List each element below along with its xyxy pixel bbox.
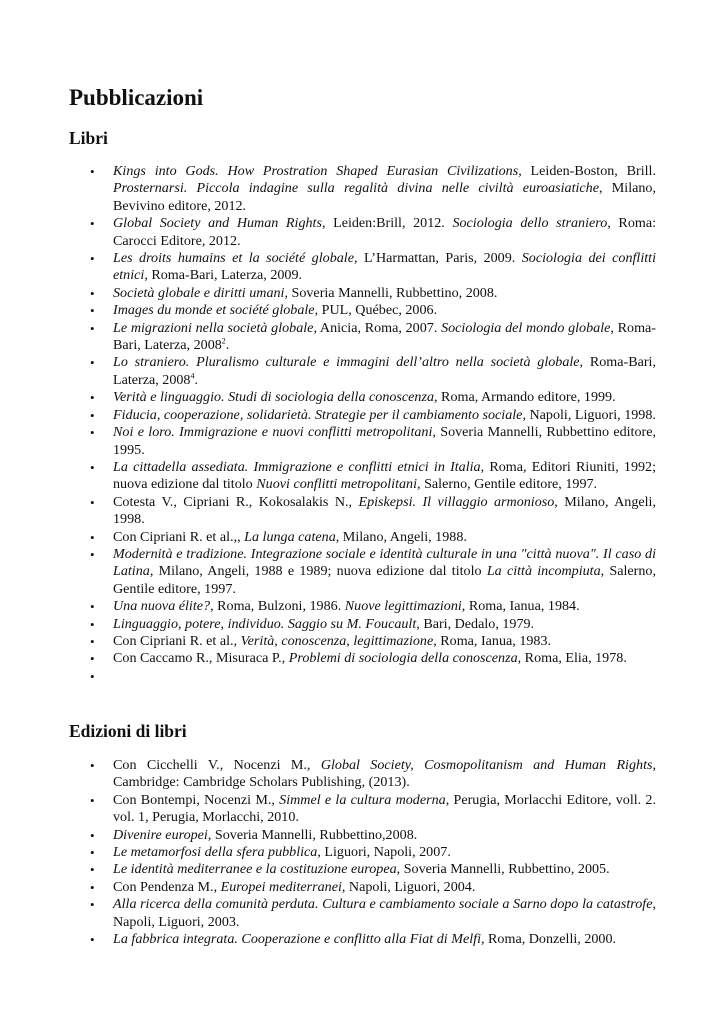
text-run: , Soveria Mannelli, Rubbettino,2008. <box>207 826 418 843</box>
title-run: Problemi di sociologia della conoscenza <box>288 650 518 667</box>
title-run: Nuove legittimazioni <box>344 598 462 615</box>
text-run: , Roma, Editori Riuniti, 1992; nuova edizione dal titolo <box>113 458 657 493</box>
title-run: Simmel e la cultura moderna <box>279 791 446 808</box>
text-run: , Leiden-Boston, Brill. <box>518 163 656 179</box>
title-run: Linguaggio, potere, individuo. Saggio su M. Foucault <box>113 615 417 632</box>
list-item <box>113 861 656 878</box>
title-run: Sociologia dei conflitti etnici <box>113 250 656 284</box>
section-heading-edizioni: Edizioni di libri <box>69 721 187 741</box>
title-run: La città incompiuta <box>486 563 601 580</box>
text-run: , Soveria Mannelli, Rubbettino, 2008. <box>284 284 498 301</box>
text-run: , Roma, Donzelli, 2000. <box>480 931 617 948</box>
text-run: , Roma, Bulzoni, 1986. <box>210 598 345 615</box>
text-run: , Napoli, Liguori, 1998. <box>522 406 656 423</box>
list-item <box>113 285 656 302</box>
list-item <box>113 302 656 319</box>
list-item <box>113 792 656 827</box>
text-run: Cotesta V., Cipriani R., Kokosalakis N., <box>113 493 359 510</box>
text-run: , Leiden:Brill, 2012. <box>321 215 453 232</box>
text-run: , Milano, Angeli, 1988 e 1989; nuova edizione dal titolo <box>149 563 487 580</box>
text-run: , Liguori, Napoli, 2007. <box>317 844 451 861</box>
text-run: , Salerno, Gentile editore, 1997. <box>113 563 656 597</box>
text-run: , L’Harmattan, Paris, 2009. <box>353 250 522 267</box>
text-run: , Napoli, Liguori, 2003. <box>113 896 656 930</box>
title-run: Sociologia dello straniero <box>452 215 608 232</box>
publication-list-libri <box>113 163 656 685</box>
text-run: , Bari, Dedalo, 1979. <box>416 615 535 632</box>
title-run: Prosternarsi. Piccola indagine sulla regalità divina nelle civiltà euroasiatiche <box>113 180 599 197</box>
text-run: , Anicia, Roma, 2007. <box>313 319 442 336</box>
list-item <box>113 598 656 615</box>
text-run: , Napoli, Liguori, 2004. <box>341 878 476 895</box>
title-run: Noi e loro. Immigrazione e nuovi conflitti metropolitani <box>113 424 433 441</box>
text-run: , Milano, Angeli, 1988. <box>335 528 467 545</box>
title-run: Sociologia del mondo globale <box>441 319 611 336</box>
list-item <box>113 163 656 215</box>
text-run: Con Bontempi, Nocenzi M., <box>113 791 280 808</box>
list-item <box>113 250 656 285</box>
title-run: Modernità e tradizione. Integrazione sociale e identità culturale in una "città nuova". Il caso di Latina <box>113 545 656 580</box>
list-item <box>113 616 656 633</box>
title-run: Le migrazioni nella società globale <box>113 319 314 336</box>
list-item <box>113 459 656 494</box>
list-item <box>113 529 656 546</box>
page-title: Pubblicazioni <box>69 85 204 110</box>
list-item <box>113 896 656 931</box>
text-run: Con Pendenza M., <box>113 878 221 895</box>
text-run: . <box>194 371 199 388</box>
title-run: Global Society and Human Rights <box>113 215 322 232</box>
title-run: Les droits humains et la société globale <box>113 250 354 267</box>
text-run: , Roma-Bari, Laterza, 2008 <box>113 319 656 354</box>
text-run: . <box>225 337 230 354</box>
list-item <box>113 668 656 685</box>
list-item <box>113 633 656 650</box>
text-run: , Roma, Armando editore, 1999. <box>434 389 616 406</box>
title-run: Fiducia, cooperazione, solidarietà. Strategie per il cambiamento sociale <box>113 406 523 423</box>
list-item <box>113 389 656 406</box>
list-item <box>113 757 656 792</box>
title-run: Global Society, Cosmopolitanism and Human Rights <box>320 757 653 773</box>
text-run: , Soveria Mannelli, Rubbettino, 2005. <box>396 861 610 878</box>
text-run: , Soveria Mannelli, Rubbettino editore, 1995. <box>113 424 656 458</box>
text-run: Con Caccamo R., Misuraca P., <box>113 650 289 667</box>
title-run: Kings into Gods. How Prostration Shaped Eurasian Civilizations <box>113 163 519 179</box>
title-run: Episkepsi. Il villaggio armonioso <box>358 493 555 510</box>
list-item <box>113 354 656 389</box>
list-item <box>113 827 656 844</box>
text-run: , Salerno, Gentile editore, 1997. <box>417 476 598 493</box>
list-item <box>113 546 656 598</box>
title-run: Divenire europei <box>113 826 208 843</box>
text-run: 2 <box>221 336 226 346</box>
publication-list-edizioni <box>113 757 656 948</box>
title-run: La fabbrica integrata. Cooperazione e conflitto alla Fiat di Melfi <box>113 931 481 948</box>
text-run: , PUL, Québec, 2006. <box>314 302 438 319</box>
text-run: Con Cipriani R. et al., <box>113 632 241 649</box>
title-run: Europei mediterranei <box>220 878 342 895</box>
text-run: , Milano, Angeli, 1998. <box>113 493 656 528</box>
text-run: , Roma-Bari, Laterza, 2008 <box>113 354 656 388</box>
title-run: Verità e linguaggio. Studi di sociologia della conoscenza <box>113 389 434 406</box>
title-run: Lo straniero. Pluralismo culturale e immagini dell’altro nella società globale <box>113 354 580 371</box>
list-item <box>113 424 656 459</box>
title-run: Le metamorfosi della sfera pubblica <box>113 844 318 861</box>
text-run: , Roma, Elia, 1978. <box>517 650 627 667</box>
title-run: Società globale e diritti umani <box>113 284 285 301</box>
title-run: La lunga catena <box>244 528 336 545</box>
text-run: Con Cicchelli V., Nocenzi M., <box>113 757 321 773</box>
list-item <box>113 215 656 250</box>
text-run: , Roma, Ianua, 1984. <box>461 598 580 615</box>
text-run: , Roma: Carocci Editore, 2012. <box>113 215 657 249</box>
section-heading-libri: Libri <box>69 128 108 148</box>
text-run: , Roma, Ianua, 1983. <box>433 632 552 649</box>
title-run: Nuovi conflitti metropolitani <box>256 476 418 493</box>
text-run: , Cambridge: Cambridge Scholars Publishing, (2013). <box>113 757 656 791</box>
list-item <box>113 407 656 424</box>
title-run: Alla ricerca della comunità perduta. Cultura e cambiamento sociale a Sarno dopo la catastrofe <box>113 896 653 913</box>
list-item <box>113 650 656 667</box>
list-item <box>113 320 656 355</box>
list-item <box>113 879 656 896</box>
list-item <box>113 931 656 948</box>
text-run: , Roma-Bari, Laterza, 2009. <box>144 267 303 284</box>
title-run: Una nuova élite? <box>113 598 211 615</box>
text-run: 4 <box>190 371 195 381</box>
title-run: Verità, conoscenza, legittimazione <box>240 632 434 649</box>
title-run: Images du monde et société globale <box>113 302 315 319</box>
title-run: La cittadella assediata. Immigrazione e conflitti etnici in Italia <box>113 458 481 475</box>
text-run: , Perugia, Morlacchi Editore, voll. 2. vol. 1, Perugia, Morlacchi, 2010. <box>113 791 657 826</box>
title-run: Le identità mediterranee e la costituzione europea <box>113 861 397 878</box>
list-item <box>113 844 656 861</box>
text-run: , Milano, Bevivino editore, 2012. <box>113 180 656 214</box>
text-run: Con Cipriani R. et al.,, <box>113 528 245 545</box>
list-item <box>113 494 656 529</box>
